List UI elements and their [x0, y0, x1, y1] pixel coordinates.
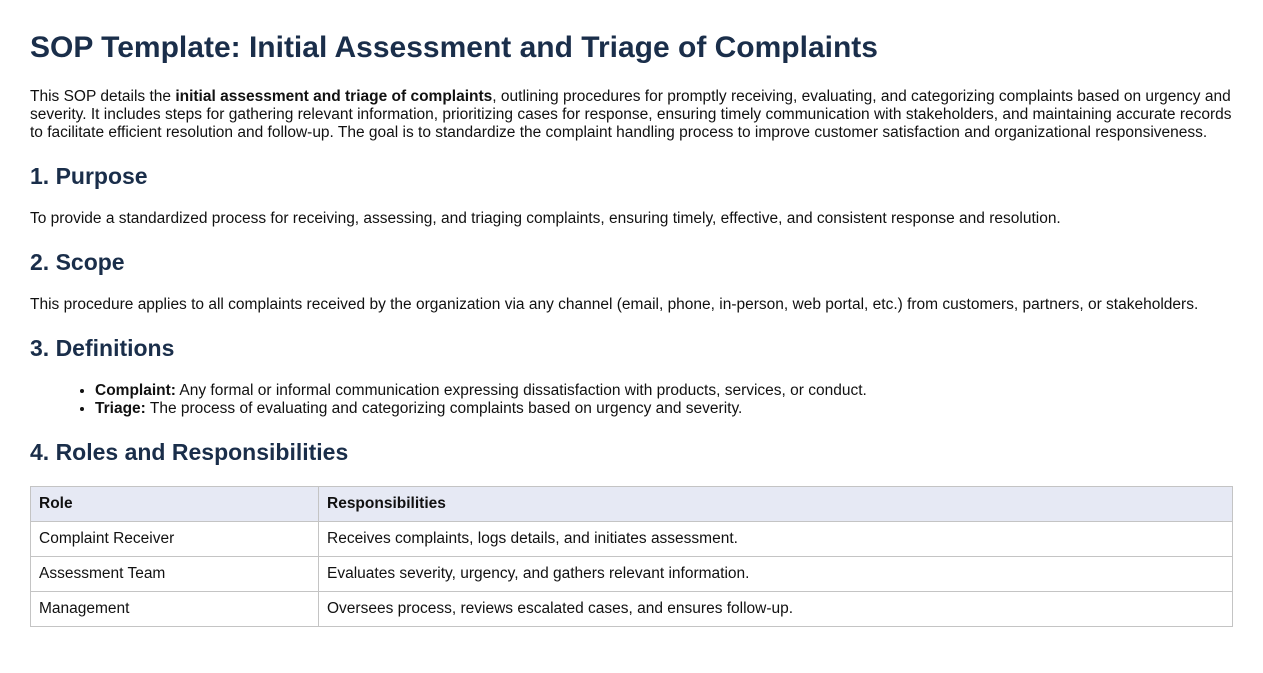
responsibility-cell: Receives complaints, logs details, and initiates assessment.: [319, 522, 1233, 557]
role-cell: Assessment Team: [31, 557, 319, 592]
intro-text-start: This SOP details the: [30, 88, 176, 105]
role-cell: Management: [31, 592, 319, 627]
roles-heading: 4. Roles and Responsibilities: [30, 439, 349, 465]
column-header-responsibilities: Responsibilities: [319, 487, 1233, 522]
page-title: SOP Template: Initial Assessment and Triage of Complaints: [30, 31, 878, 64]
purpose-heading: 1. Purpose: [30, 163, 148, 189]
definition-term: Complaint:: [95, 382, 176, 399]
definition-item-complaint: [95, 382, 1233, 400]
responsibility-cell: Evaluates severity, urgency, and gathers relevant information.: [319, 557, 1233, 592]
intro-paragraph: [30, 88, 1233, 142]
column-header-role: Role: [31, 487, 319, 522]
table-row: [31, 592, 1233, 627]
table-header-row: [31, 487, 1233, 522]
intro-bold-text: initial assessment and triage of complaints: [175, 88, 493, 105]
table-row: [31, 522, 1233, 557]
definitions-heading: 3. Definitions: [30, 335, 175, 361]
scope-text: This procedure applies to all complaints received by the organization via any channel (email, phone, in-person, web portal, etc.) from customers, partners, or stakeholders.: [30, 296, 1199, 313]
definition-text: The process of evaluating and categorizing complaints based on urgency and severity.: [145, 400, 743, 417]
responsibility-cell: Oversees process, reviews escalated cases, and ensures follow-up.: [319, 592, 1233, 627]
definition-text: Any formal or informal communication expressing dissatisfaction with products, services, or conduct.: [175, 382, 867, 399]
scope-heading: 2. Scope: [30, 249, 125, 275]
definition-item-triage: [95, 400, 1233, 418]
table-row: [31, 557, 1233, 592]
purpose-text: To provide a standardized process for receiving, assessing, and triaging complaints, ensuring timely, effective, and consistent response and resolution.: [30, 210, 1061, 227]
definition-term: Triage:: [95, 400, 146, 417]
intro-text-end: , outlining procedures for promptly receiving, evaluating, and categorizing complaints based on urgency and severity. It includes steps for gathering relevant information, prioritizing cases for response, ensuring timely communication with stakeholders, and maintaining accurate records to facilitate efficient resolution and follow-up. The goal is to standardize the complaint handling process to improve customer satisfaction and organizational responsiveness.: [30, 88, 1232, 141]
role-cell: Complaint Receiver: [31, 522, 319, 557]
roles-table: [30, 486, 1233, 627]
definitions-list: [30, 382, 1233, 418]
